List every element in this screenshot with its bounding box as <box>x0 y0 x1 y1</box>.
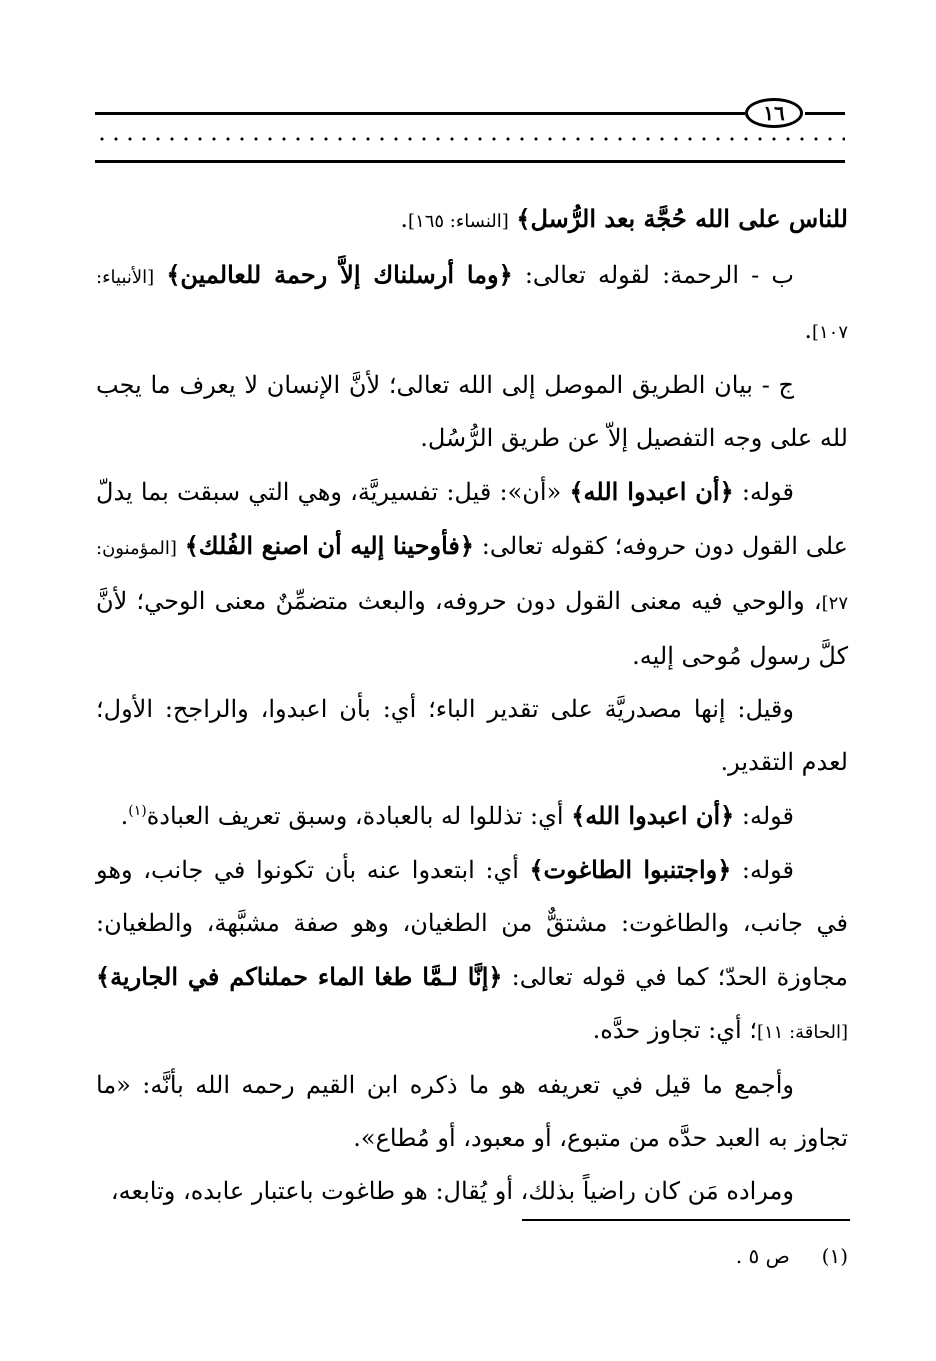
footnote <box>96 1240 848 1272</box>
text-run: وأجمع ما قيل في تعريفه هو ما ذكره ابن القيم رحمه الله بأنَّه: «ما تجاوز به العبد حدَّه من متبوع، أو معبود، أو مُطاع». <box>96 1071 848 1152</box>
text-run: قوله: <box>731 856 794 884</box>
text-run: أي: ابتعدوا عنه بأن تكونوا في جانب، وهو في جانب، والطاغوت: مشتقٌّ من الطغيان، وهو صفة مشبَّهة، والطغيان: مجاوزة الحدّ؛ كما في قوله تعالى: <box>96 856 848 991</box>
text-run: أي: تذللوا له بالعبادة، وسبق تعريف العبادة <box>146 802 572 830</box>
text-run: قوله: <box>733 478 794 506</box>
verse-reference: [النساء: ١٦٥] <box>408 211 509 232</box>
header-bottom-rule <box>95 160 845 163</box>
footnote-reference: (١) <box>128 803 147 819</box>
paragraph <box>96 683 848 789</box>
quran-quote: للناس على الله حُجَّة بعد الرُّسل﴾ <box>516 204 848 233</box>
paragraph <box>96 359 848 465</box>
quran-quote: ﴿واجتنبوا الطاغوت﴾ <box>529 855 732 884</box>
header-top-rule-right <box>805 112 845 115</box>
paragraph <box>96 843 848 1059</box>
paragraph <box>96 1165 848 1218</box>
text-run: «أن»: قيل: تفسيريَّة، وهي التي سبقت بما يدلّ على القول دون حروفه؛ كقوله تعالى: <box>96 478 848 560</box>
header-top-rule <box>95 112 745 115</box>
paragraph <box>96 1059 848 1165</box>
quran-quote: ﴿وما أرسلناك إلاَّ رحمة للعالمين﴾ <box>166 260 513 289</box>
text-run: ، والوحي فيه معنى القول دون حروفه، والبعث متضمِّنٌ معنى الوحي؛ لأنَّ كلَّ رسول مُوحى إليه. <box>96 587 848 670</box>
text-run: . <box>400 205 408 233</box>
page-header <box>95 92 845 172</box>
paragraph <box>96 248 848 359</box>
paragraph <box>96 465 848 683</box>
text-run <box>177 532 185 560</box>
text-run: وقيل: إنها مصدريَّة على تقدير الباء؛ أي: بأن اعبدوا، والراجح: الأول؛ لعدم التقدير. <box>96 695 848 776</box>
quran-quote: ﴿فأوحينا إليه أن اصنع الفُلك﴾ <box>184 531 474 560</box>
page-number: ١٦ <box>745 98 803 128</box>
body-text <box>96 192 848 1218</box>
text-run: ؛ أي: تجاوز حدَّه. <box>592 1016 757 1044</box>
footnote-text: ص ٥ . <box>735 1244 790 1268</box>
text-run: ومراده مَن كان راضياً بذلك، أو يُقال: هو طاغوت باعتبار عابده، وتابعه، <box>110 1177 794 1205</box>
text-run <box>154 261 166 289</box>
verse-reference: [الأنبياء: ١٠٧] <box>96 267 848 343</box>
quran-quote: ﴿أن اعبدوا الله﴾ <box>571 801 735 830</box>
text-run: قوله: <box>734 802 794 830</box>
quran-quote: ﴿أن اعبدوا الله﴾ <box>569 477 734 506</box>
text-run: ب - الرحمة: لقوله تعالى: <box>512 261 794 289</box>
verse-reference: [الحاقة: ١١] <box>756 1022 848 1043</box>
quran-quote: ﴿إنَّا لـمَّا طغا الماء حملناكم في الجارية﴾ <box>96 962 503 991</box>
paragraph <box>96 192 848 248</box>
verse-reference: [المؤمنون: ٢٧] <box>96 538 848 614</box>
footnote-separator <box>522 1219 850 1221</box>
text-run: . <box>804 316 812 344</box>
footnote-marker: (١) <box>821 1244 848 1268</box>
paragraph <box>96 789 848 843</box>
text-run: . <box>120 802 129 830</box>
text-run: ج - بيان الطريق الموصل إلى الله تعالى؛ لأنَّ الإنسان لا يعرف ما يجب لله على وجه التفصيل إلاّ عن طريق الرُّسُل. <box>96 371 848 452</box>
header-dotted-rule <box>95 136 845 142</box>
